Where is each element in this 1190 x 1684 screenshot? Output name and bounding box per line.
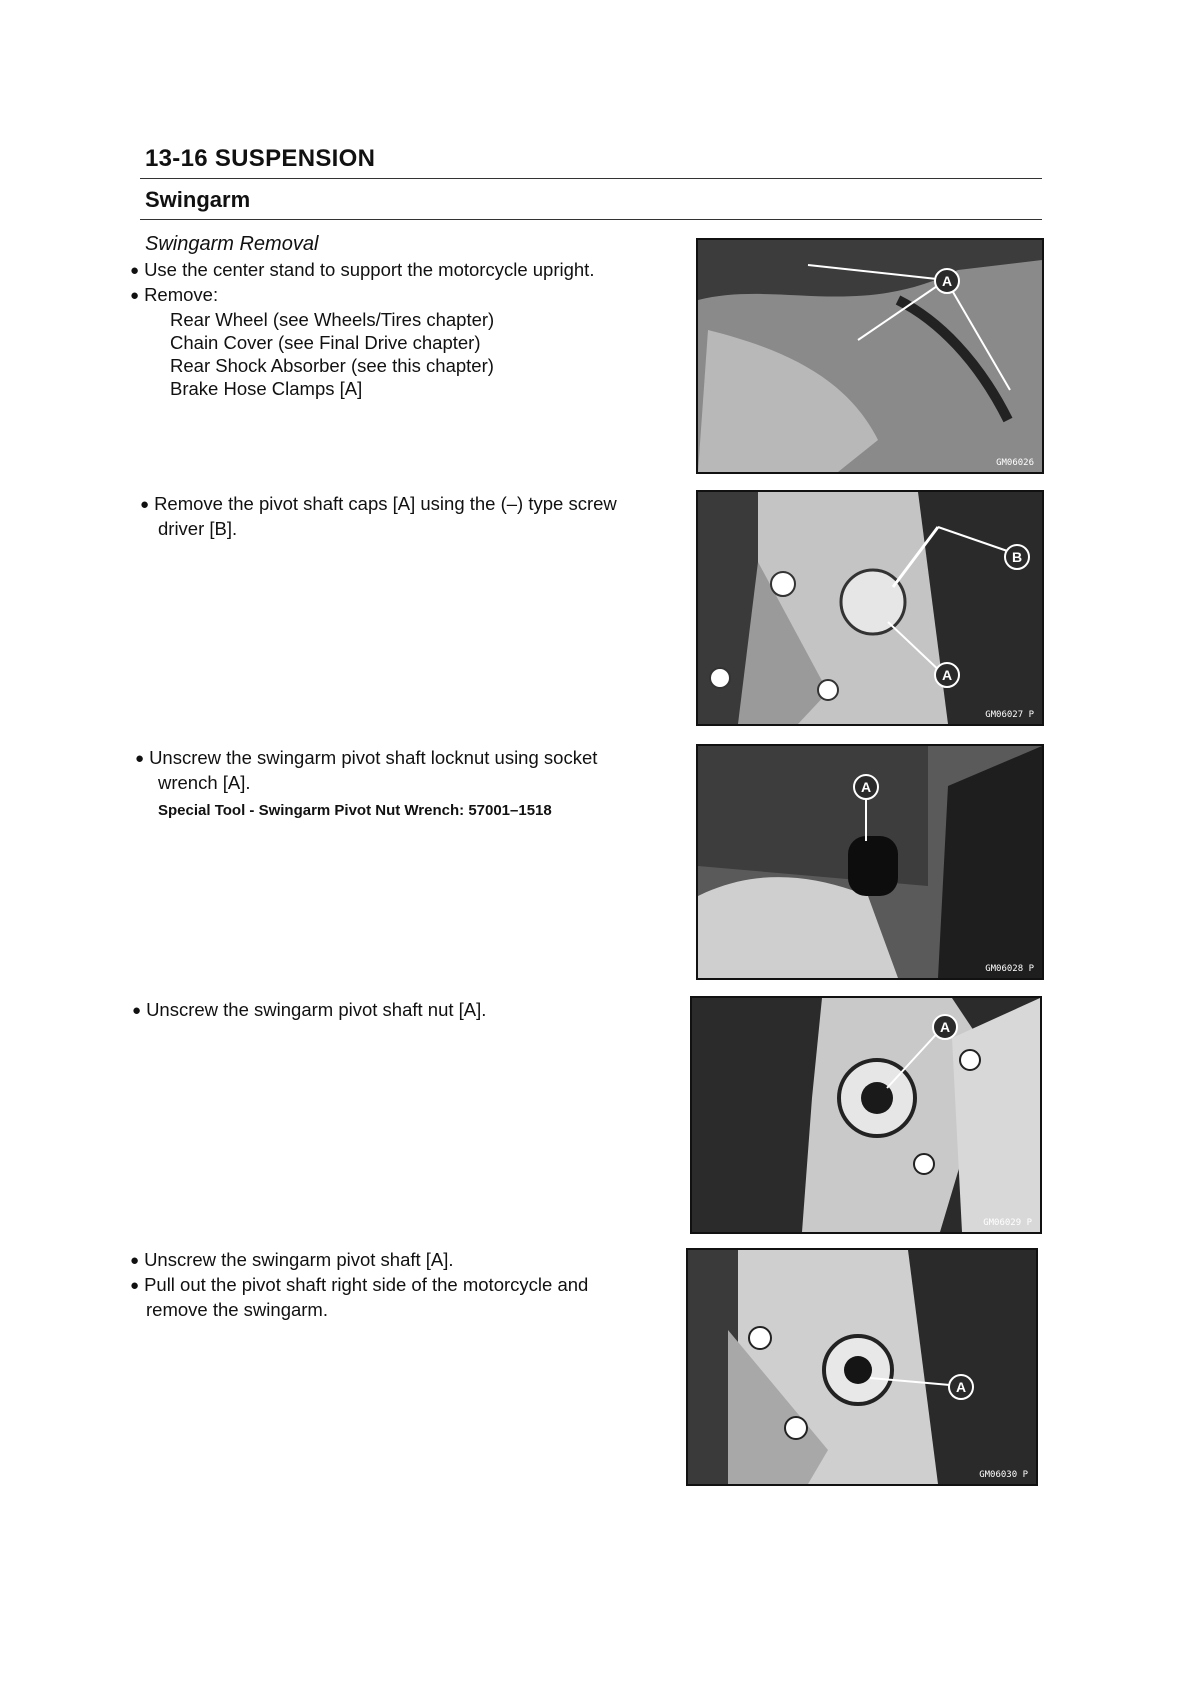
subsection-title: Swingarm Removal [145,233,319,255]
step-3-bullet-line-2: wrench [A]. [158,772,251,793]
remove-item: Rear Shock Absorber (see this chapter) [170,355,494,376]
step-1-bullet-1: ● Use the center stand to support the motorcycle upright. [130,258,670,283]
photo-placeholder [688,1250,1036,1484]
step-5-text [130,1248,675,1321]
photo-code: GM06027 P [985,710,1034,720]
step-5-bullet-2-line-1: ● Pull out the pivot shaft right side of the motorcycle and [130,1273,675,1298]
photo-placeholder [692,998,1040,1232]
page-header: 13-16 SUSPENSION [145,145,376,172]
figure-pivot-shaft [686,1248,1038,1486]
step-1-bullet-2: ● Remove: [130,283,670,308]
step-2-bullet-line-1: ● Remove the pivot shaft caps [A] using the (–) type screw [140,492,680,517]
remove-item: Chain Cover (see Final Drive chapter) [170,332,481,353]
figure-pivot-shaft-nut [690,996,1042,1234]
special-tool-note: Special Tool - Swingarm Pivot Nut Wrench: 57001–1518 [158,802,552,819]
step-5-bullet-2-line-2: remove the swingarm. [146,1299,328,1320]
photo-code: GM06030 P [979,1470,1028,1480]
callout-a: A [948,1374,974,1400]
header-rule [140,178,1042,179]
photo-code: GM06028 P [985,964,1034,974]
callout-a: A [932,1014,958,1040]
photo-code: GM06029 P [983,1218,1032,1228]
figure-brake-hose-clamps [696,238,1044,474]
step-1-text [130,258,670,400]
step-4-bullet: ● Unscrew the swingarm pivot shaft nut [A]. [132,998,672,1023]
callout-a: A [934,268,960,294]
remove-list [130,308,670,400]
step-4-text [132,998,672,1023]
section-rule [140,219,1042,220]
photo-placeholder [698,492,1042,724]
section-title: Swingarm [145,187,251,212]
figure-pivot-locknut-wrench [696,744,1044,980]
callout-a: A [934,662,960,688]
callout-a: A [853,774,879,800]
photo-code: GM06026 [996,458,1034,468]
remove-item: Brake Hose Clamps [A] [170,378,363,399]
remove-item: Rear Wheel (see Wheels/Tires chapter) [170,309,495,330]
figure-pivot-shaft-caps [696,490,1044,726]
photo-placeholder [698,240,1042,472]
step-2-text [140,492,680,540]
step-2-bullet-line-2: driver [B]. [158,518,238,539]
step-5-bullet-1: ● Unscrew the swingarm pivot shaft [A]. [130,1248,675,1273]
step-3-bullet-line-1: ● Unscrew the swingarm pivot shaft locknut using socket [135,746,680,771]
step-3-text [135,746,680,822]
callout-b: B [1004,544,1030,570]
